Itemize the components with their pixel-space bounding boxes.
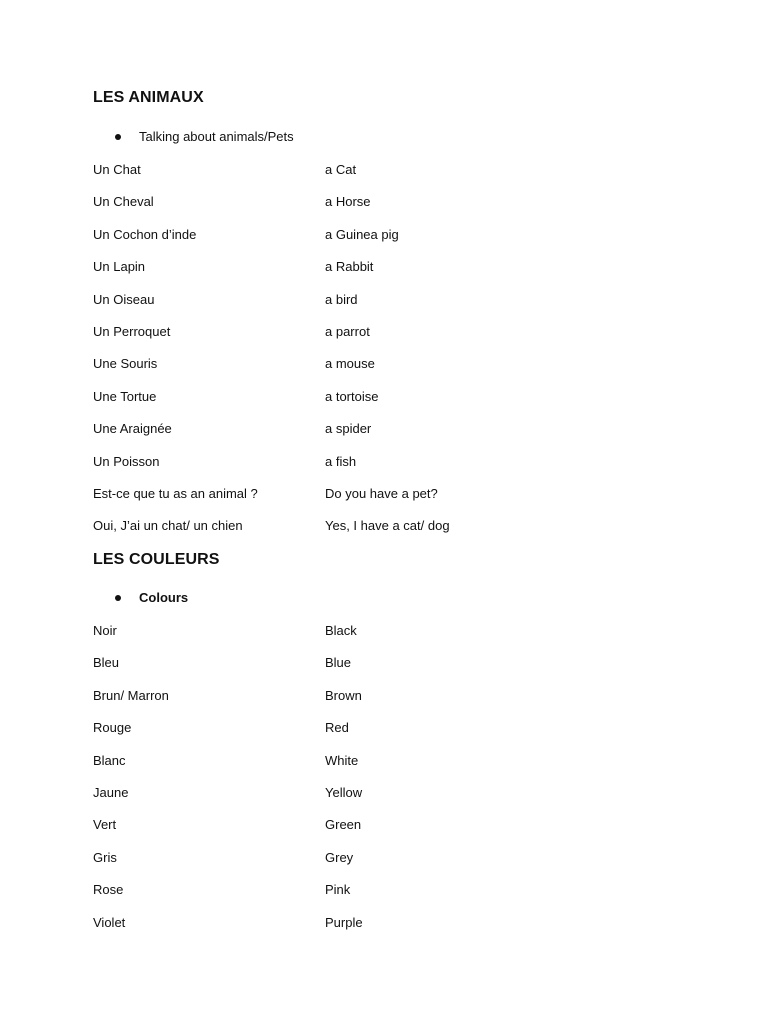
- french-term: Une Tortue: [93, 388, 157, 404]
- vocab-row: [0, 355, 768, 387]
- vocab-row: [0, 388, 768, 420]
- colours-bullet-item: [0, 589, 768, 609]
- vocab-row: [0, 784, 768, 816]
- french-term: Vert: [93, 817, 117, 833]
- english-translation: a bird: [325, 291, 358, 307]
- french-term: Oui, J’ai un chat/ un chien: [93, 518, 243, 534]
- animals-bullet-item: [0, 128, 768, 148]
- english-translation: a parrot: [325, 323, 370, 339]
- vocab-row: [0, 420, 768, 452]
- english-translation: a Cat: [325, 162, 357, 177]
- colours-vocab-list: [0, 622, 768, 946]
- vocab-row: [0, 719, 768, 751]
- english-translation: a tortoise: [325, 388, 379, 404]
- french-term: Un Cheval: [93, 194, 154, 210]
- english-translation: Yes, I have a cat/ dog: [325, 518, 450, 534]
- vocab-row: [0, 323, 768, 355]
- french-term: Rouge: [93, 720, 132, 736]
- english-translation: a spider: [325, 421, 372, 437]
- vocab-row: [0, 687, 768, 719]
- animals-heading: LES ANIMAUX: [93, 89, 204, 106]
- vocab-row: [0, 258, 768, 290]
- vocab-row: [0, 849, 768, 881]
- french-term: Un Oiseau: [93, 291, 155, 307]
- french-term: Un Lapin: [93, 259, 146, 275]
- french-term: Noir: [93, 623, 117, 638]
- animals-vocab-list: [0, 161, 768, 550]
- vocab-row: [0, 226, 768, 258]
- vocab-row: [0, 752, 768, 784]
- french-term: Un Poisson: [93, 453, 160, 469]
- english-translation: a Horse: [325, 194, 371, 210]
- english-translation: Black: [325, 623, 357, 638]
- vocab-row: [0, 914, 768, 946]
- english-translation: a mouse: [325, 356, 375, 372]
- french-term: Rose: [93, 882, 124, 898]
- vocab-row: [0, 622, 768, 654]
- french-term: Un Perroquet: [93, 323, 171, 339]
- colours-bullet-text: Colours: [139, 590, 189, 605]
- colours-heading: LES COULEURS: [93, 551, 220, 568]
- vocab-row: [0, 485, 768, 517]
- french-term: Violet: [93, 914, 126, 930]
- french-term: Brun/ Marron: [93, 687, 169, 703]
- english-translation: Pink: [325, 882, 351, 898]
- english-translation: Do you have a pet?: [325, 485, 438, 501]
- english-translation: Yellow: [325, 784, 363, 800]
- vocab-row: [0, 654, 768, 686]
- vocab-row: [0, 881, 768, 913]
- bullet-icon: [115, 595, 121, 601]
- french-term: Gris: [93, 849, 117, 865]
- vocab-row: [0, 161, 768, 193]
- english-translation: Grey: [325, 849, 354, 865]
- english-translation: Green: [325, 817, 362, 833]
- french-term: Une Souris: [93, 356, 158, 372]
- vocab-row: [0, 517, 768, 549]
- english-translation: a Rabbit: [325, 259, 374, 275]
- animals-bullet-text: Talking about animals/Pets: [139, 129, 294, 144]
- english-translation: Brown: [325, 687, 362, 703]
- vocab-row: [0, 193, 768, 225]
- english-translation: Red: [325, 720, 349, 736]
- english-translation: a Guinea pig: [325, 226, 399, 242]
- english-translation: White: [325, 752, 359, 768]
- english-translation: Blue: [325, 655, 352, 671]
- vocab-row: [0, 291, 768, 323]
- english-translation: a fish: [325, 453, 357, 469]
- french-term: Une Araignée: [93, 421, 172, 437]
- french-term: Jaune: [93, 784, 129, 800]
- french-term: Un Chat: [93, 162, 141, 177]
- french-term: Blanc: [93, 752, 126, 768]
- vocab-row: [0, 453, 768, 485]
- english-translation: Purple: [325, 914, 363, 930]
- french-term: Un Cochon d’inde: [93, 226, 197, 242]
- vocab-row: [0, 816, 768, 848]
- french-term: Est-ce que tu as an animal ?: [93, 485, 258, 501]
- french-term: Bleu: [93, 655, 120, 671]
- bullet-icon: [115, 134, 121, 140]
